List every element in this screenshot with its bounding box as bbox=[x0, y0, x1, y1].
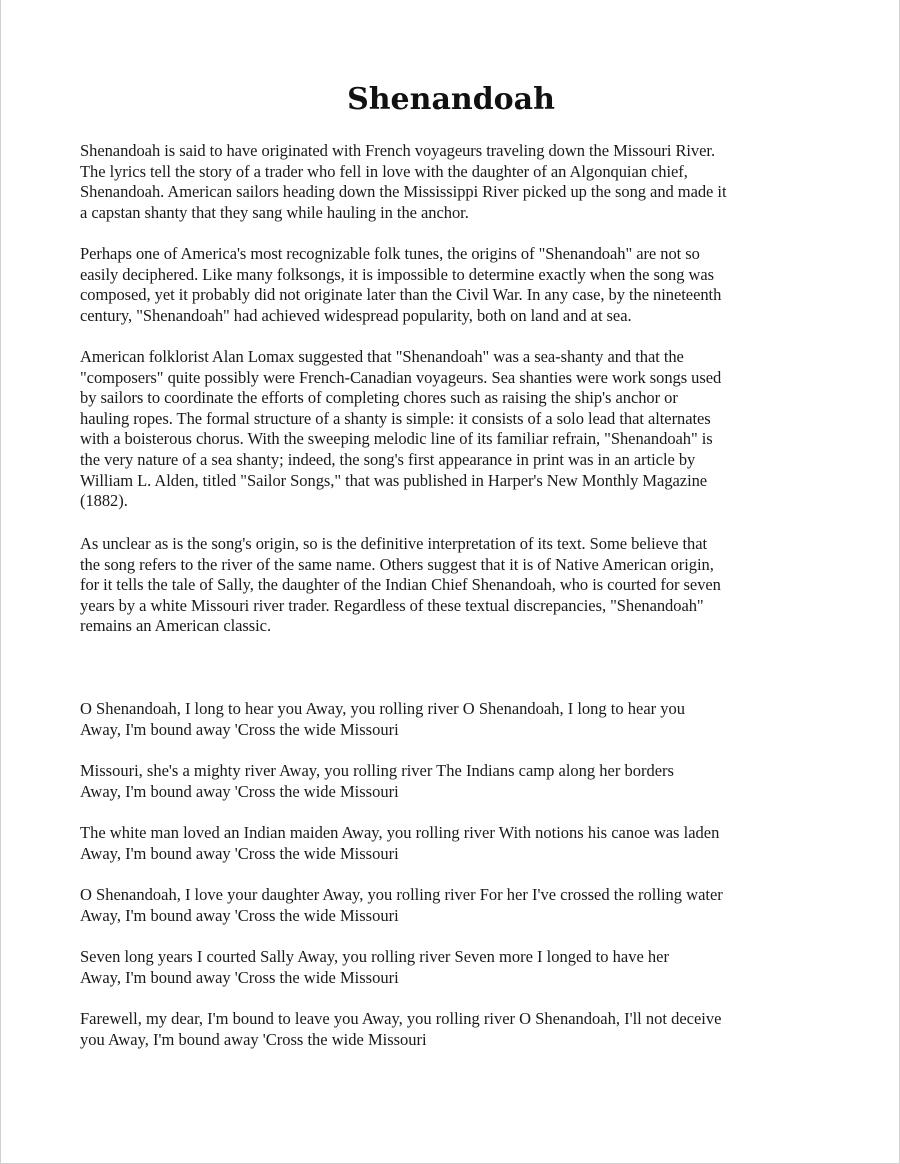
lyric-line: Away, I'm bound away 'Cross the wide Missouri bbox=[80, 781, 399, 801]
paragraph-line: (1882). bbox=[80, 491, 128, 511]
paragraph-line: the song refers to the river of the same name. Others suggest that it is of Native American origin, bbox=[80, 554, 714, 574]
lyric-line: O Shenandoah, I long to hear you Away, you rolling river O Shenandoah, I long to hear you bbox=[80, 699, 686, 718]
lyric-verse-6 bbox=[80, 1009, 825, 1050]
paragraph-line: remains an American classic. bbox=[80, 616, 272, 636]
paragraph-line: American folklorist Alan Lomax suggested that "Shenandoah" was a sea-shanty and that the bbox=[80, 347, 684, 366]
paragraph-line: As unclear as is the song's origin, so is the definitive interpretation of its text. Some believe that bbox=[80, 534, 708, 553]
lyric-verse-4 bbox=[80, 885, 825, 926]
paragraph-line: composed, yet it probably did not originate later than the Civil War. In any case, by the nineteenth bbox=[80, 285, 722, 305]
paragraph-line: The lyrics tell the story of a trader who fell in love with the daughter of an Algonquian chief, bbox=[80, 161, 688, 181]
lyric-line: Farewell, my dear, I'm bound to leave you Away, you rolling river O Shenandoah, I'll not deceive bbox=[80, 1009, 722, 1028]
lyric-line: Away, I'm bound away 'Cross the wide Missouri bbox=[80, 719, 399, 739]
paragraph-line: with a boisterous chorus. With the sweeping melodic line of its familiar refrain, "Shenandoah" is bbox=[80, 429, 713, 449]
paragraph-line: easily deciphered. Like many folksongs, it is impossible to determine exactly when the song was bbox=[80, 264, 715, 284]
intro-paragraph-4 bbox=[80, 534, 825, 637]
lyric-verse-2 bbox=[80, 761, 825, 802]
lyric-line: Seven long years I courted Sally Away, you rolling river Seven more I longed to have her bbox=[80, 947, 669, 966]
intro-paragraph-2 bbox=[80, 244, 825, 326]
lyric-verse-1 bbox=[80, 699, 825, 740]
paragraph-line: the very nature of a sea shanty; indeed, the song's first appearance in print was in an article by bbox=[80, 449, 696, 469]
lyric-line: Missouri, she's a mighty river Away, you rolling river The Indians camp along her borders bbox=[80, 761, 674, 780]
lyric-verse-5 bbox=[80, 947, 825, 988]
intro-paragraph-1 bbox=[80, 141, 825, 223]
lyric-line: Away, I'm bound away 'Cross the wide Missouri bbox=[80, 967, 399, 987]
paragraph-line: for it tells the tale of Sally, the daughter of the Indian Chief Shenandoah, who is courted for seven bbox=[80, 575, 721, 595]
paragraph-line: "composers" quite possibly were French-Canadian voyageurs. Sea shanties were work songs used bbox=[80, 367, 722, 387]
intro-paragraph-3 bbox=[80, 347, 825, 512]
lyric-verse-3 bbox=[80, 823, 825, 864]
paragraph-line: by sailors to coordinate the efforts of completing chores such as raising the ship's anchor or bbox=[80, 388, 678, 408]
paragraph-line: Perhaps one of America's most recognizable folk tunes, the origins of "Shenandoah" are not so bbox=[80, 244, 700, 263]
document-title: Shenandoah bbox=[347, 82, 555, 117]
paragraph-line: William L. Alden, titled "Sailor Songs," that was published in Harper's New Monthly Magazine bbox=[80, 470, 708, 490]
paragraph-line: years by a white Missouri river trader. Regardless of these textual discrepancies, "Shenandoah" bbox=[80, 595, 704, 615]
paragraph-line: a capstan shanty that they sang while hauling in the anchor. bbox=[80, 202, 469, 222]
paragraph-line: Shenandoah. American sailors heading down the Mississippi River picked up the song and made it bbox=[80, 182, 727, 202]
paragraph-line: hauling ropes. The formal structure of a shanty is simple: it consists of a solo lead that alternates bbox=[80, 408, 711, 428]
lyric-line: Away, I'm bound away 'Cross the wide Missouri bbox=[80, 905, 399, 925]
lyric-line: you Away, I'm bound away 'Cross the wide Missouri bbox=[80, 1029, 427, 1049]
lyric-line: Away, I'm bound away 'Cross the wide Missouri bbox=[80, 843, 399, 863]
paragraph-line: Shenandoah is said to have originated with French voyageurs traveling down the Missouri River. bbox=[80, 141, 716, 160]
lyric-line: The white man loved an Indian maiden Away, you rolling river With notions his canoe was laden bbox=[80, 823, 720, 842]
paragraph-line: century, "Shenandoah" had achieved widespread popularity, both on land and at sea. bbox=[80, 305, 632, 325]
lyric-line: O Shenandoah, I love your daughter Away, you rolling river For her I've crossed the rolling water bbox=[80, 885, 723, 904]
